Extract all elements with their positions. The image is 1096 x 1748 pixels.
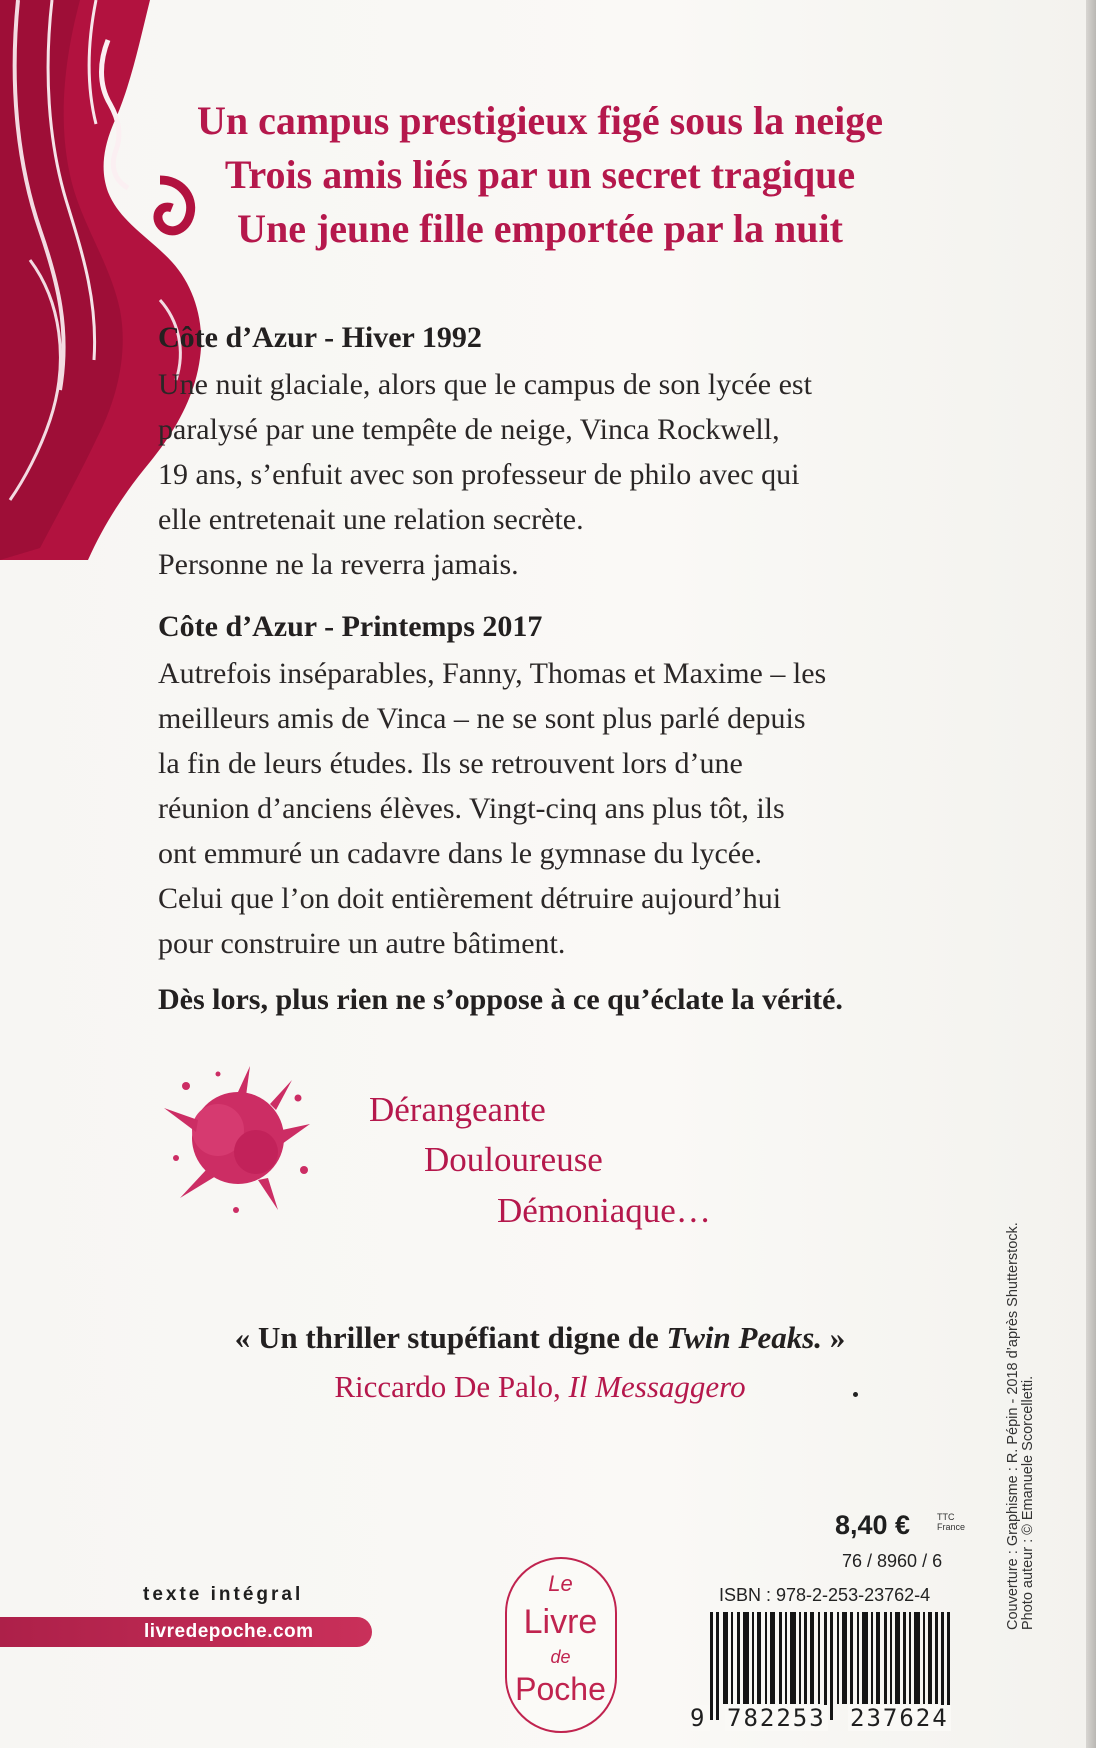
press-quote bbox=[120, 1318, 960, 1358]
cover-edge bbox=[1086, 0, 1096, 1748]
credit-cover: Couverture : Graphisme : R. Pépin - 2018 d’après Shutterstock. bbox=[1005, 1222, 1021, 1630]
texte-integral-label: texte intégral bbox=[143, 1584, 304, 1605]
isbn: ISBN : 978-2-253-23762-4 bbox=[719, 1585, 931, 1605]
logo-de: de bbox=[550, 1647, 571, 1667]
quote-attribution bbox=[120, 1367, 960, 1407]
barcode-digits-group-2: 237624 bbox=[850, 1704, 949, 1732]
hook-line-1: Un campus prestigieux figé sous la neige bbox=[197, 98, 883, 143]
adjective-1: Dérangeante bbox=[369, 1090, 546, 1129]
text-line: Une nuit glaciale, alors que le campus de son lycée est bbox=[158, 368, 812, 401]
quote-source: Il Messaggero bbox=[568, 1369, 746, 1404]
text-line: Autrefois inséparables, Fanny, Thomas et Maxime – les bbox=[158, 657, 827, 690]
text-line: paralysé par une tempête de neige, Vinca Rockwell, bbox=[158, 413, 780, 446]
ink-splatter-icon bbox=[158, 1060, 318, 1220]
barcode-digit-first: 9 bbox=[690, 1705, 710, 1731]
quote-author: Riccardo De Palo, bbox=[334, 1369, 569, 1404]
adjective-3: Démoniaque… bbox=[497, 1191, 711, 1230]
cover-credits bbox=[1006, 1110, 1036, 1630]
conclusion-line: Dès lors, plus rien ne s’oppose à ce qu’éclate la vérité. bbox=[158, 983, 843, 1016]
hook-line-2: Trois amis liés par un secret tragique bbox=[224, 152, 856, 197]
price-tax-note bbox=[937, 1512, 977, 1532]
section-2017-heading: Côte d’Azur - Printemps 2017 bbox=[158, 610, 543, 643]
barcode-digits-group-1: 782253 bbox=[727, 1704, 826, 1732]
text-line: réunion d’anciens élèves. Vingt-cinq ans plus tôt, ils bbox=[158, 792, 785, 825]
hook-line-3: Une jeune fille emportée par la nuit bbox=[237, 206, 843, 251]
logo-poche: Poche bbox=[515, 1671, 606, 1707]
credit-photo: Photo auteur : © Emanuele Scorcelletti. bbox=[1020, 1375, 1036, 1630]
adjective-2: Douloureuse bbox=[424, 1140, 603, 1179]
quote-open: « Un thriller stupéfiant digne de bbox=[234, 1320, 667, 1355]
text-line: 19 ans, s’enfuit avec son professeur de philo avec qui bbox=[158, 458, 800, 491]
text-line: ont emmuré un cadavre dans le gymnase du lycée. bbox=[158, 837, 762, 870]
website-url: livredepoche.com bbox=[144, 1621, 314, 1642]
section-1992-heading: Côte d’Azur - Hiver 1992 bbox=[158, 321, 482, 354]
quote-title: Twin Peaks. bbox=[666, 1320, 823, 1355]
logo-le: Le bbox=[548, 1571, 573, 1596]
text-line: pour construire un autre bâtiment. bbox=[158, 927, 566, 960]
quote-close: » bbox=[822, 1320, 846, 1355]
section-2017-text bbox=[158, 651, 968, 966]
text-line: la fin de leurs études. Ils se retrouvent lors d’une bbox=[158, 747, 743, 780]
reference-number: 76 / 8960 / 6 bbox=[842, 1551, 943, 1571]
text-line: elle entretenait une relation secrète. bbox=[158, 503, 584, 536]
print-speck bbox=[853, 1392, 858, 1397]
website-banner bbox=[0, 1617, 372, 1647]
section-1992-text bbox=[158, 362, 968, 587]
price: 8,40 € bbox=[835, 1510, 911, 1540]
text-line: Personne ne la reverra jamais. bbox=[158, 548, 519, 581]
country-label: France bbox=[937, 1522, 966, 1532]
ttc-label: TTC bbox=[937, 1512, 955, 1522]
section-1992 bbox=[158, 318, 968, 587]
publisher-logo bbox=[505, 1557, 617, 1733]
text-line: Celui que l’on doit entièrement détruire aujourd’hui bbox=[158, 882, 782, 915]
section-2017 bbox=[158, 607, 968, 966]
logo-livre: Livre bbox=[523, 1603, 598, 1641]
text-line: meilleurs amis de Vinca – ne se sont plus parlé depuis bbox=[158, 702, 806, 735]
